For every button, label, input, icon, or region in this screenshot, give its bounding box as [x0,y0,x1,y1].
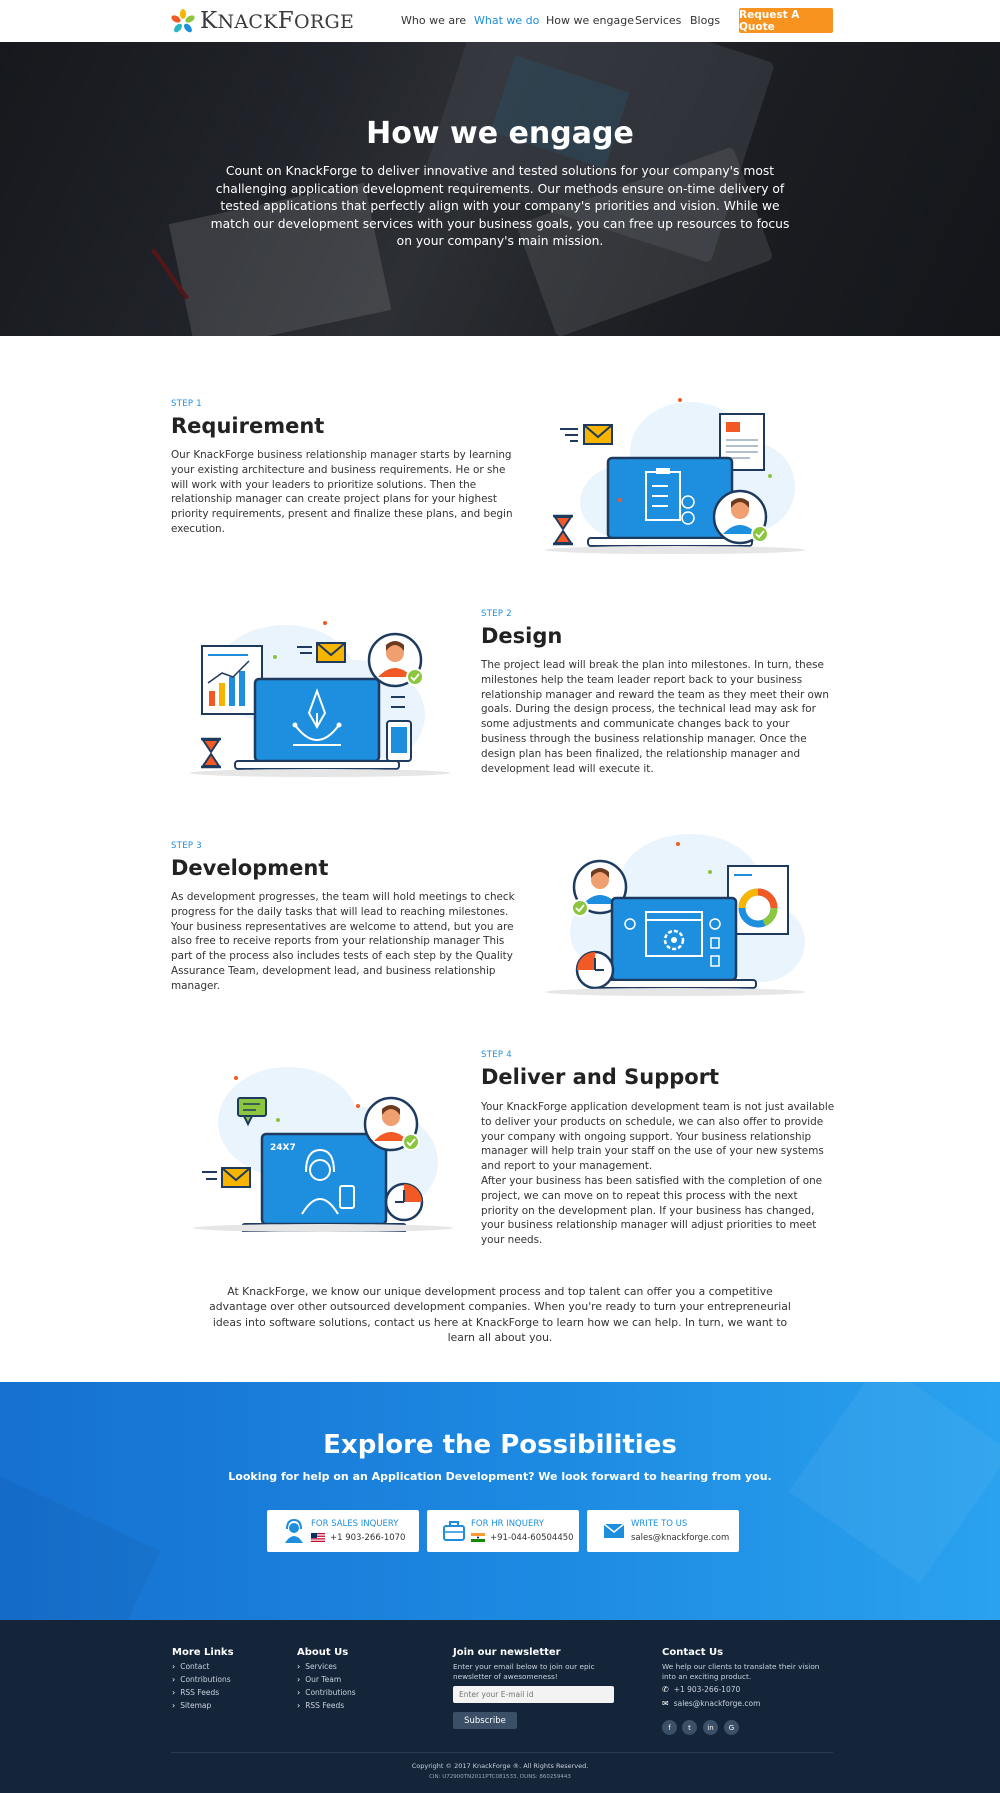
request-quote-button[interactable]: Request A Quote [739,8,833,33]
briefcase-icon [443,1519,465,1543]
footer-contact-phone[interactable]: ✆ +1 903-266-1070 [662,1685,741,1694]
footer-link-about-contributions[interactable]: › Contributions [297,1688,356,1697]
sales-inquiry-card[interactable] [267,1510,419,1552]
chevron-right-icon: › [172,1675,176,1684]
newsletter-email-input[interactable] [453,1686,614,1703]
write-to-us-title: WRITE TO US [631,1519,688,1529]
footer-link-contributions[interactable]: › Contributions [172,1675,231,1684]
sales-email[interactable]: sales@knackforge.com [631,1533,730,1543]
step-4-text: Your KnackForge application development team is not just available to deliver your products on schedule, we can also offer to provide your company with ongoing support. Your business relationship manager will help train your staff on the use of your new systems and report to your management. [481,1101,835,1173]
copyright-text: Copyright © 2017 KnackForge ®. All Rights Reserved. [411,1762,589,1770]
footer-divider [171,1752,833,1753]
linkedin-icon[interactable]: in [703,1720,718,1735]
step-4-text-2: After your business has been satisfied with the completion of one project, we can move on to repeat this process with the next priority on the development plan. If your business has changed, your business relationship manager will adjust priorities to meet your needs. [481,1175,823,1247]
footer-link-sitemap[interactable]: › Sitemap [172,1701,212,1710]
subscribe-button[interactable]: Subscribe [453,1712,517,1729]
hr-inquiry-card[interactable] [427,1510,579,1552]
footer-newsletter-text: Enter your email below to join our epic newsletter of awesomeness! [453,1662,595,1681]
footer-more-links-title: More Links [172,1647,234,1658]
top-navbar [0,0,1000,42]
footer-about-title: About Us [297,1647,349,1658]
step-3-label: STEP 3 [171,841,202,851]
chevron-right-icon: › [297,1675,301,1684]
hr-inquiry-title: FOR HR INQUERY [471,1519,544,1529]
footer [0,1620,1000,1793]
google-icon[interactable]: G [724,1720,739,1735]
hero-text: Count on KnackForge to deliver innovative and tested solutions for your company's most challenging application development requirements. Our methods ensure on-time delivery of tested applications that perfectly align with your company's priorities and vision. While we match our development services with your business goals, you can free up resources to focus on your company's main mission. [210,164,790,249]
requirement-illustration [540,392,810,557]
closing-paragraph: At KnackForge, we know our unique development process and top talent can offer you a competitive advantage over other outsourced development companies. When you're ready to turn your entrepreneurial ideas into software solutions, contact us here at KnackForge to learn how we can help. In turn, we want to learn all about you. [209,1285,791,1345]
footer-link-rss-feeds[interactable]: › RSS Feeds [172,1688,220,1697]
footer-link-contact[interactable]: › Contact [172,1662,210,1671]
nav-item-who-we-are[interactable]: Who we are [401,14,467,27]
nav-item-blogs[interactable]: Blogs [690,14,721,27]
chevron-right-icon: › [297,1688,301,1697]
explore-subtitle: Looking for help on an Application Development? We look forward to hearing from you. [228,1470,772,1483]
envelope-icon: ✉ [662,1699,669,1708]
explore-section [0,1382,1000,1620]
support-24x7-badge: 24X7 [270,1143,296,1153]
explore-decor-shape-2 [0,1466,160,1620]
support-illustration [188,1052,458,1232]
step-2-title: Design [481,624,563,648]
step-3-title: Development [171,856,329,880]
nav-item-how-we-engage[interactable]: How we engage [546,14,634,27]
step-1-label: STEP 1 [171,399,202,409]
us-flag-icon [311,1533,325,1542]
design-illustration [185,615,455,777]
step-1-text: Our KnackForge business relationship manager starts by learning your existing architecture and business requirements. He or she will work with your leaders to prioritize solutions. Then the relationship manager can create project plans for your highest priority requirements, present and finalize these plans, and begin execution. [171,449,513,535]
step-4-title: Deliver and Support [481,1065,720,1089]
phone-icon: ✆ [662,1685,669,1694]
write-to-us-card[interactable] [587,1510,739,1552]
nav-menu [0,14,1000,30]
nav-item-what-we-do[interactable]: What we do [474,14,540,27]
chevron-right-icon: › [172,1662,176,1671]
explore-title: Explore the Possibilities [323,1430,677,1460]
mail-icon [603,1519,625,1543]
footer-newsletter-title: Join our newsletter [453,1647,561,1658]
step-3-text: As development progresses, the team will hold meetings to check progress for the daily tasks that will lead to reaching milestones. Your business representatives are welcome to attend, but you are also free to receive reports from your relationship manager This part of the process also includes tests of each step by the Quality Assurance Team, development lead, and business relationship manager. [171,891,515,992]
nav-item-services[interactable]: Services [635,14,682,27]
footer-contact-email[interactable]: ✉ sales@knackforge.com [662,1699,761,1708]
hero-title: How we engage [366,116,634,151]
footer-contact-text: We help our clients to translate their vision into an exciting product. [662,1662,820,1681]
chevron-right-icon: › [172,1701,176,1710]
step-1-title: Requirement [171,414,325,438]
footer-link-our-team[interactable]: › Our Team [297,1675,342,1684]
chevron-right-icon: › [172,1688,176,1697]
twitter-icon[interactable]: t [682,1720,697,1735]
footer-link-about-rss-feeds[interactable]: › RSS Feeds [297,1701,345,1710]
footer-contact-title: Contact Us [662,1647,724,1658]
step-2-label: STEP 2 [481,609,512,619]
chevron-right-icon: › [297,1662,301,1671]
hr-phone[interactable]: +91-044-60504450 [490,1533,574,1543]
facebook-icon[interactable]: f [662,1720,677,1735]
sales-phone[interactable]: +1 903-266-1070 [330,1533,406,1543]
step-2-text: The project lead will break the plan into milestones. In turn, these milestones help the team leader report back to your business relationship manager and reward the team as they meet their own goals. During the design process, the technical lead may ask for some adjustments and communicate changes back to your business through the business relationship manager. Once the design plan has been finalized, the relationship manager and development lead will execute it. [481,659,829,775]
development-illustration [540,832,810,997]
step-4-label: STEP 4 [481,1050,512,1060]
footer-link-services[interactable]: › Services [297,1662,337,1671]
chevron-right-icon: › [297,1701,301,1710]
sales-inquiry-title: FOR SALES INQUERY [311,1519,399,1529]
hero-banner [0,42,1000,336]
headset-icon [283,1519,305,1543]
cin-text: CIN: U72900TN2011PTC081533, DUNS: 860259443 [429,1774,571,1780]
brand-name: KNACKFORGE [200,8,355,34]
india-flag-icon [471,1533,485,1542]
